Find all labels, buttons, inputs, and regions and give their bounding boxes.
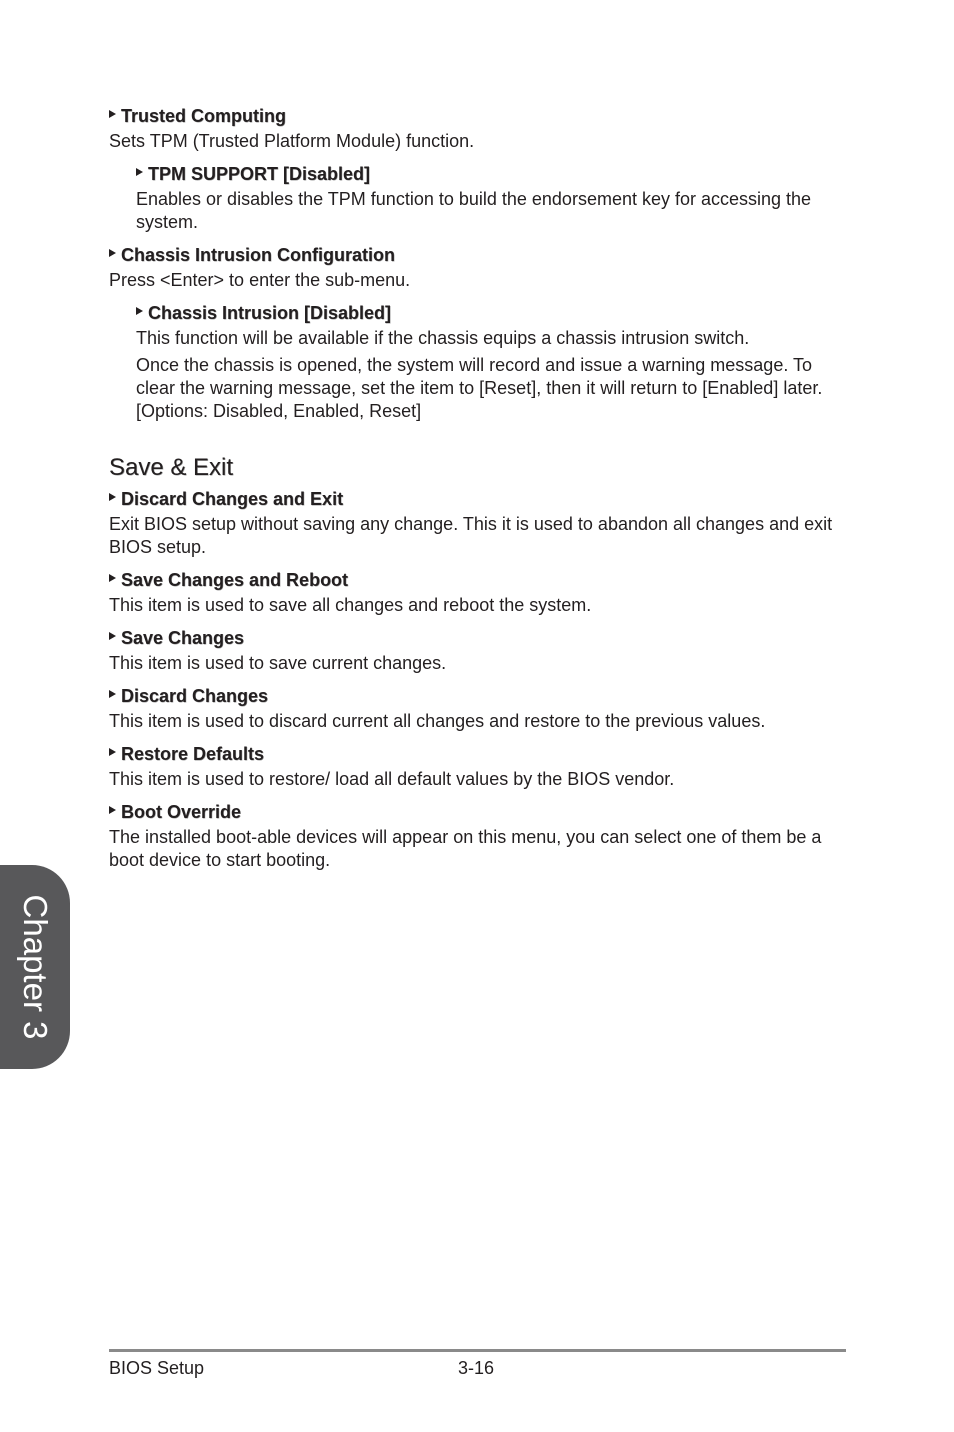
item-heading <box>109 684 844 708</box>
item-heading <box>109 487 844 511</box>
item-description: This function will be available if the chassis equips a chassis intrusion switch. <box>136 328 750 348</box>
item-title: Chassis Intrusion [Disabled] <box>148 303 392 323</box>
item-save-changes <box>109 626 844 675</box>
item-heading <box>109 742 844 766</box>
triangle-bullet-icon <box>109 574 116 582</box>
section-title: Save & Exit <box>109 454 234 481</box>
triangle-bullet-icon <box>109 249 116 257</box>
triangle-bullet-icon <box>109 748 116 756</box>
item-discard-changes-and-exit <box>109 487 844 559</box>
item-description: Sets TPM (Trusted Platform Module) function. <box>109 131 475 151</box>
triangle-bullet-icon <box>136 168 143 176</box>
item-title: TPM SUPPORT [Disabled] <box>148 164 371 184</box>
item-title: Save Changes <box>121 628 245 648</box>
triangle-bullet-icon <box>136 307 143 315</box>
item-description: This item is used to discard current all changes and restore to the previous values. <box>109 711 766 731</box>
item-heading <box>136 301 844 325</box>
item-trusted-computing <box>109 104 844 153</box>
item-title: Discard Changes <box>121 686 269 706</box>
item-heading <box>109 243 844 267</box>
item-heading <box>136 162 844 186</box>
item-title: Save Changes and Reboot <box>121 570 349 590</box>
item-description: Exit BIOS setup without saving any change. This it is used to abandon all changes and exit BIOS setup. <box>109 514 833 557</box>
item-restore-defaults <box>109 742 844 791</box>
footer-divider <box>109 1349 846 1352</box>
item-heading <box>109 104 844 128</box>
footer-page-number: 3-16 <box>458 1358 495 1378</box>
item-chassis-intrusion <box>136 301 844 423</box>
item-title: Chassis Intrusion Configuration <box>121 245 396 265</box>
chapter-tab <box>0 865 70 1069</box>
chapter-tab-label: Chapter 3 <box>17 894 54 1040</box>
triangle-bullet-icon <box>109 806 116 814</box>
triangle-bullet-icon <box>109 110 116 118</box>
item-description: Enables or disables the TPM function to build the endorsement key for accessing the system. <box>136 189 812 232</box>
triangle-bullet-icon <box>109 690 116 698</box>
footer-section-label: BIOS Setup <box>109 1358 205 1378</box>
item-title: Trusted Computing <box>121 106 286 126</box>
item-discard-changes <box>109 684 844 733</box>
item-boot-override <box>109 800 844 872</box>
item-chassis-intrusion-configuration <box>109 243 844 292</box>
item-heading <box>109 568 844 592</box>
item-heading <box>109 626 844 650</box>
item-title: Restore Defaults <box>121 744 265 764</box>
item-description: This item is used to save current changes. <box>109 653 447 673</box>
triangle-bullet-icon <box>109 493 116 501</box>
item-description: This item is used to save all changes and reboot the system. <box>109 595 592 615</box>
triangle-bullet-icon <box>109 632 116 640</box>
item-description-extra: Once the chassis is opened, the system will record and issue a warning message. To clear the warning message, set the item to [Reset], then it will return to [Enabled] later. [Options: Disabled, Enabled, Reset] <box>136 355 823 421</box>
item-title: Boot Override <box>121 802 242 822</box>
item-description: This item is used to restore/ load all default values by the BIOS vendor. <box>109 769 675 789</box>
item-title: Discard Changes and Exit <box>121 489 344 509</box>
item-save-changes-and-reboot <box>109 568 844 617</box>
item-description: The installed boot-able devices will appear on this menu, you can select one of them be a boot device to start booting. <box>109 827 822 870</box>
item-tpm-support <box>136 162 844 234</box>
page-content <box>109 104 844 872</box>
item-description: Press <Enter> to enter the sub-menu. <box>109 270 411 290</box>
item-heading <box>109 800 844 824</box>
